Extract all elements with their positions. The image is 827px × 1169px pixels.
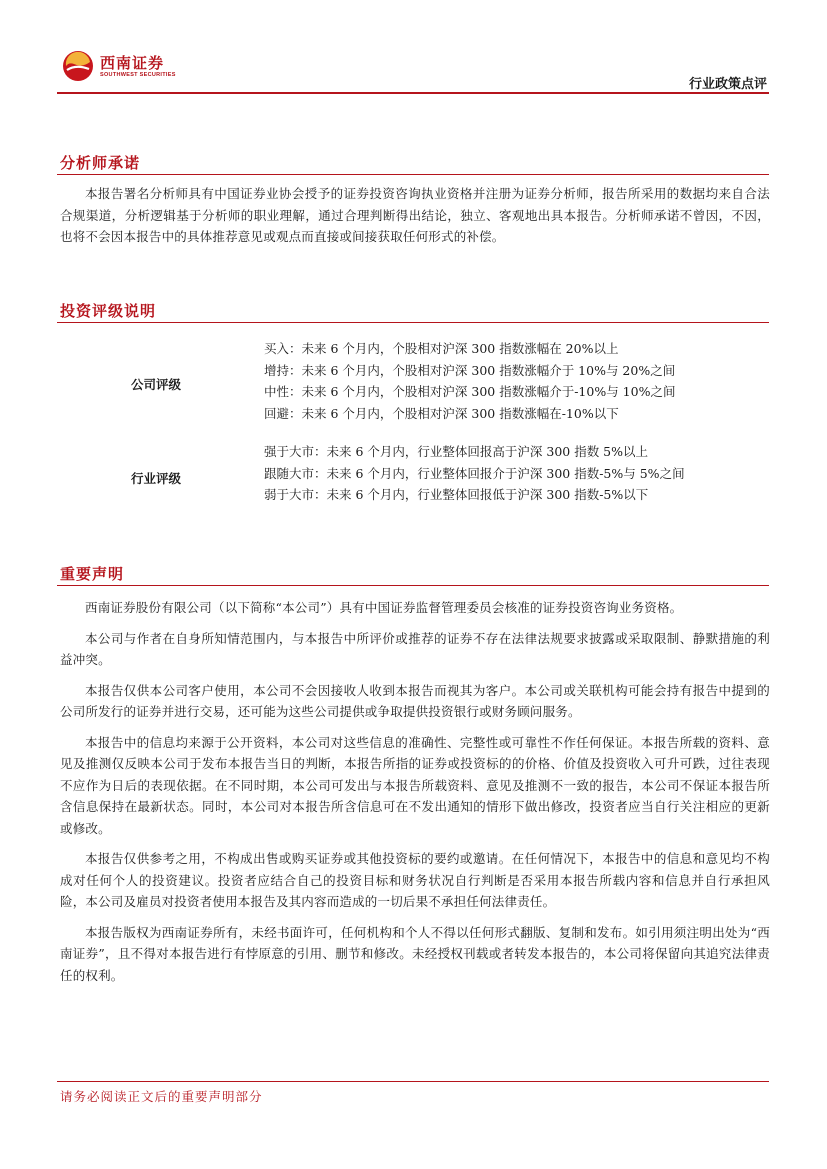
rating-section-title: 投资评级说明: [60, 302, 157, 320]
disclaimer-paragraph: 本报告仅供本公司客户使用，本公司不会因接收人收到本报告而视其为客户。本公司或关联机构可能会持有报告中提到的公司所发行的证券并进行交易，还可能为这些公司提供或争取提供投资银行或财务顾问服务。: [60, 682, 770, 719]
company-rating-item: 中性：未来 6 个月内，个股相对沪深 300 指数涨幅介于-10%与 10%之间: [264, 384, 676, 399]
disclaimer-paragraph: 本报告中的信息均来源于公开资料，本公司对这些信息的准确性、完整性或可靠性不作任何保证。本报告所载的资料、意见及推测仅反映本公司于发布本报告当日的判断，本报告所指的证券或投资标的的价格、价值及投资收入可升可跌，过往表现不应作为日后的表现依据。在不同时期，本公司可发出与本报告所载资料、意见及推测不一致的报告，本公司不保证本报告所含信息保持在最新状态。同时，本公司对本报告所含信息可在不发出通知的情形下做出修改，投资者应当自行关注相应的更新或修改。: [60, 734, 770, 836]
rating-section-rule: [57, 322, 769, 323]
logo-name-cn: 西南证券: [100, 54, 165, 72]
disclaimer-section-title: 重要声明: [60, 565, 125, 583]
industry-rating-item: 强于大市：未来 6 个月内，行业整体回报高于沪深 300 指数 5%以上: [264, 444, 649, 459]
company-rating-item: 买入：未来 6 个月内，个股相对沪深 300 指数涨幅在 20%以上: [264, 341, 619, 356]
disclaimer-paragraph: 西南证券股份有限公司（以下简称“本公司”）具有中国证券监督管理委员会核准的证券投资咨询业务资格。: [85, 600, 683, 615]
logo-emblem-icon: [62, 50, 94, 82]
industry-rating-item: 跟随大市：未来 6 个月内，行业整体回报介于沪深 300 指数-5%与 5%之间: [264, 465, 685, 481]
logo: [62, 50, 94, 82]
analyst-statement: [60, 183, 770, 248]
company-rating-item: 增持：未来 6 个月内，个股相对沪深 300 指数涨幅介于 10%与 20%之间: [264, 362, 676, 378]
company-rating-item: 回避：未来 6 个月内，个股相对沪深 300 指数涨幅在-10%以下: [264, 405, 619, 421]
company-rating-label: 公司评级: [131, 377, 182, 392]
disclaimer-section-rule: [57, 585, 769, 586]
industry-rating-label: 行业评级: [131, 471, 182, 486]
footer-notice: 请务必阅读正文后的重要声明部分: [60, 1089, 263, 1104]
analyst-statement-text: 本报告署名分析师具有中国证券业协会授予的证券投资咨询执业资格并注册为证券分析师，报告所采用的数据均来自合法合规渠道，分析逻辑基于分析师的职业理解，通过合理判断得出结论，独立、客观地出具本报告。分析师承诺不曾因，不因，也将不会因本报告中的具体推荐意见或观点而直接或间接获取任何形式的补偿。: [60, 186, 770, 244]
industry-rating-list: [264, 441, 685, 506]
document-type: 行业政策点评: [688, 77, 767, 92]
footer-divider: [57, 1081, 769, 1082]
disclaimer-paragraph: 本报告仅供参考之用，不构成出售或购买证券或其他投资标的要约或邀请。在任何情况下，本报告中的信息和意见均不构成对任何个人的投资建议。投资者应结合自己的投资目标和财务状况自行判断是否采用本报告所载内容和信息并自行承担风险，本公司及雇员对投资者使用本报告及其内容而造成的一切后果不承担任何法律责任。: [60, 851, 770, 909]
analyst-section-title: 分析师承诺: [60, 154, 141, 172]
disclaimer-paragraph: 本报告版权为西南证券所有，未经书面许可，任何机构和个人不得以任何形式翻版、复制和发布。如引用须注明出处为“西南证券”，且不得对本报告进行有悖原意的引用、删节和修改。未经授权刊载或者转发本报告的，本公司将保留向其追究法律责任的权利。: [60, 924, 770, 983]
industry-rating-item: 弱于大市：未来 6 个月内，行业整体回报低于沪深 300 指数-5%以下: [264, 487, 649, 502]
analyst-section-rule: [57, 174, 769, 175]
disclaimer-paragraph: 本公司与作者在自身所知情范围内，与本报告中所评价或推荐的证券不存在法律法规要求披露或采取限制、静默措施的利益冲突。: [60, 630, 770, 667]
logo-name-en: SOUTHWEST SECURITIES: [100, 72, 176, 78]
company-rating-list: [264, 338, 675, 424]
header-divider: [57, 92, 769, 94]
disclaimer-body: [60, 597, 770, 986]
